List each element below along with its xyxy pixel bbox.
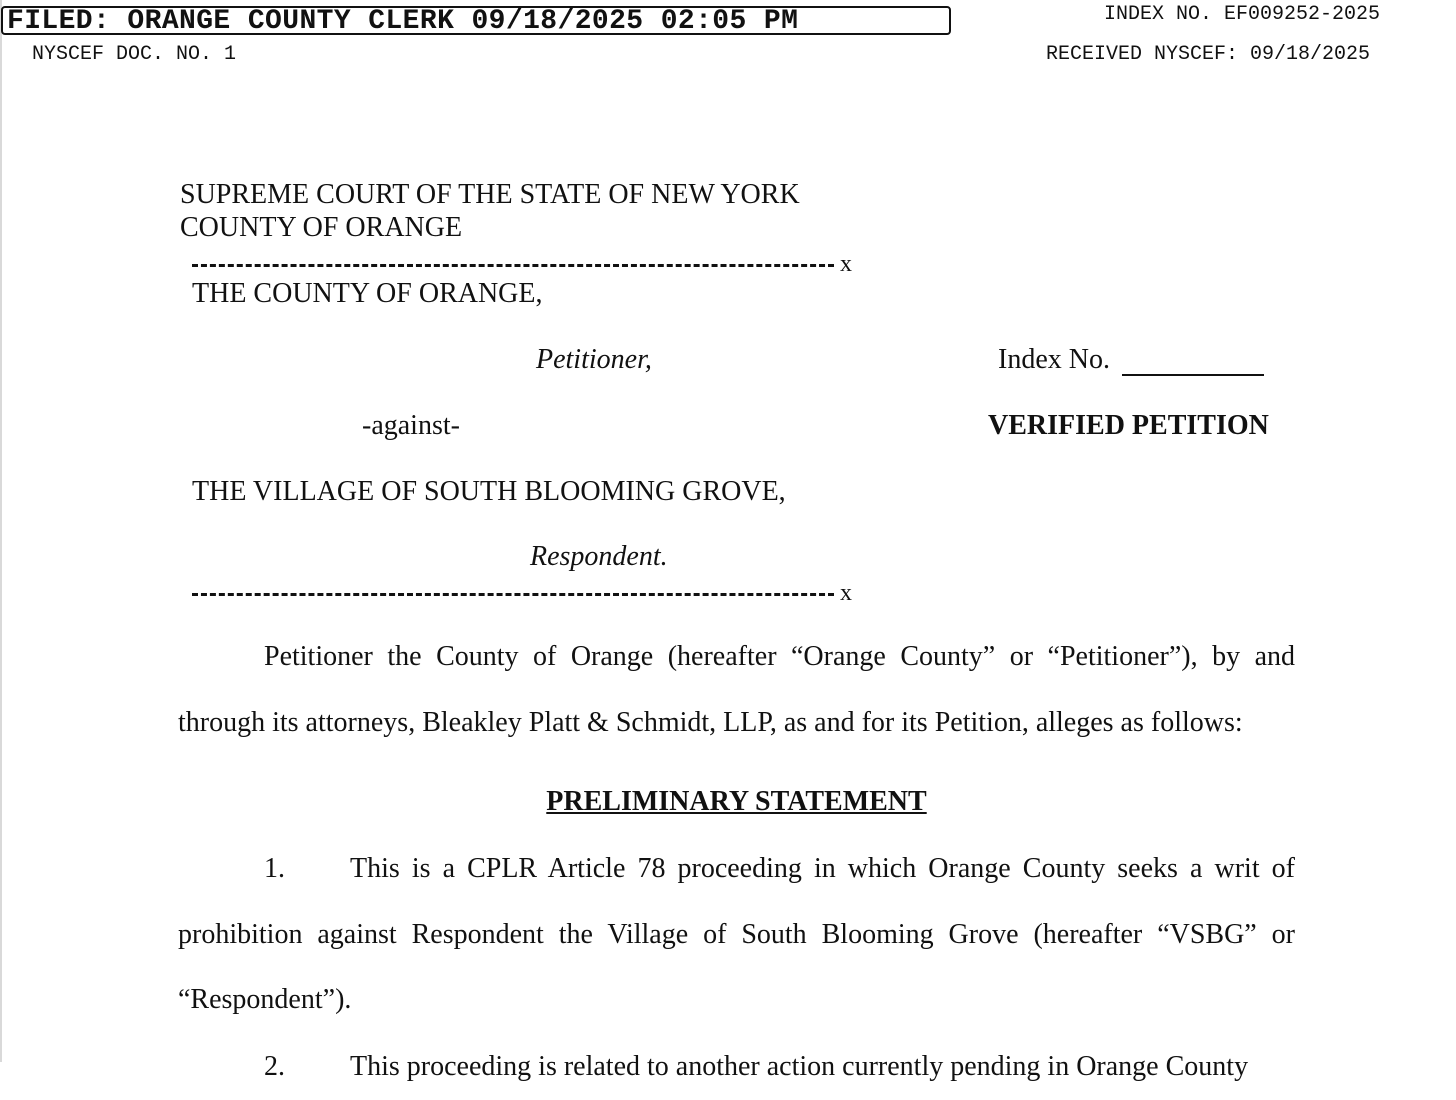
respondent-name: THE VILLAGE OF SOUTH BLOOMING GROVE, — [192, 476, 786, 507]
caption-separator-top — [192, 264, 834, 267]
index-number: INDEX NO. EF009252-2025 — [1104, 3, 1381, 26]
petitioner-name: THE COUNTY OF ORANGE, — [192, 278, 543, 309]
page-edge — [0, 0, 2, 1062]
court-name: SUPREME COURT OF THE STATE OF NEW YORK — [180, 179, 800, 210]
petitioner-role: Petitioner, — [536, 344, 652, 375]
section-heading: PRELIMINARY STATEMENT — [546, 786, 927, 817]
index-blank-line — [1122, 374, 1264, 376]
nyscef-doc-number: NYSCEF DOC. NO. 1 — [32, 43, 237, 66]
paragraph-number: 1. — [264, 853, 285, 884]
caption-separator-top-mark: x — [840, 251, 852, 277]
paragraph-text: This is a CPLR Article 78 proceeding in which Orange County seeks a writ of prohibition against Respondent the Village of South Blooming Grove (hereafter “VSBG” or “Respondent”). — [178, 853, 1295, 1015]
document-title: VERIFIED PETITION — [988, 410, 1269, 441]
court-county: COUNTY OF ORANGE — [180, 212, 463, 243]
against-label: -against- — [362, 410, 460, 441]
index-label: Index No. — [998, 344, 1110, 375]
respondent-role: Respondent. — [530, 541, 668, 572]
received-date: RECEIVED NYSCEF: 09/18/2025 — [1046, 43, 1371, 66]
paragraph-number: 2. — [264, 1051, 285, 1082]
intro-paragraph: Petitioner the County of Orange (hereafter “Orange County” or “Petitioner”), by and through its attorneys, Bleakley Platt & Schmidt, LLP, as and for its Petition, alleges as follows: — [178, 641, 1295, 738]
paragraph-text: This proceeding is related to another action currently pending in Orange County — [350, 1051, 1249, 1082]
numbered-paragraph — [178, 836, 1295, 1033]
caption-separator-bottom-mark: x — [840, 580, 852, 606]
caption-separator-bottom — [192, 593, 834, 596]
numbered-paragraph — [178, 1034, 1295, 1100]
filed-stamp: FILED: ORANGE COUNTY CLERK 09/18/2025 02:05 PM — [1, 6, 951, 35]
